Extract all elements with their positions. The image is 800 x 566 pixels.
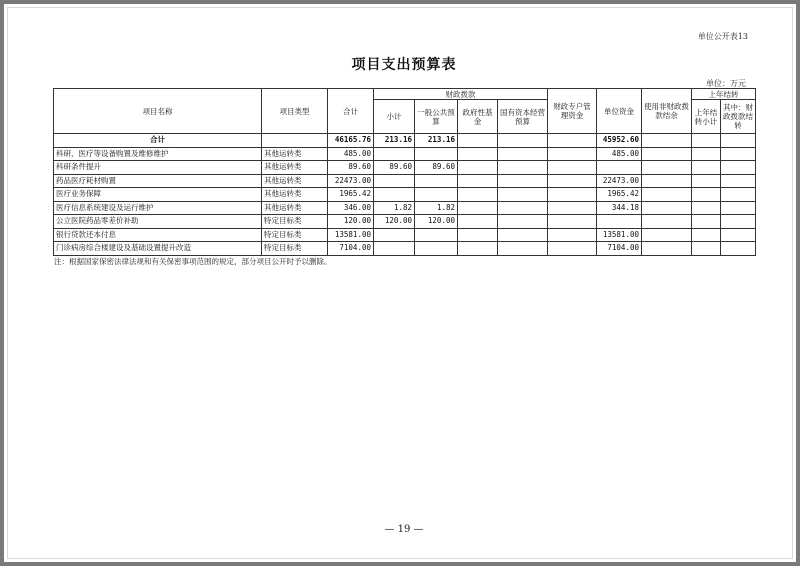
cell-type: 特定目标类 bbox=[262, 228, 328, 242]
cell-nonfiscal-balance bbox=[642, 161, 692, 175]
total-row bbox=[54, 134, 756, 148]
cell-carryover-fiscal bbox=[721, 174, 756, 188]
cell-carryover-subtotal bbox=[692, 201, 721, 215]
col-header-state-capital: 国有资本经营预算 bbox=[498, 100, 548, 134]
cell-state-capital bbox=[498, 174, 548, 188]
cell-general bbox=[415, 174, 458, 188]
total-label: 合计 bbox=[54, 134, 262, 148]
cell-nonfiscal-balance bbox=[642, 215, 692, 229]
table-row bbox=[54, 174, 756, 188]
cell-subtotal bbox=[374, 188, 415, 202]
cell-type: 其他运转类 bbox=[262, 188, 328, 202]
col-header-carryover-fiscal: 其中：财政拨款结转 bbox=[721, 100, 756, 134]
total-amount: 46165.76 bbox=[328, 134, 374, 148]
cell-name: 药品医疗耗材购置 bbox=[54, 174, 262, 188]
cell-carryover-fiscal bbox=[721, 228, 756, 242]
table-row bbox=[54, 242, 756, 256]
cell-unit-fund: 485.00 bbox=[597, 147, 642, 161]
col-header-name: 项目名称 bbox=[54, 89, 262, 134]
cell-unit-fund: 7104.00 bbox=[597, 242, 642, 256]
cell-nonfiscal-balance bbox=[642, 147, 692, 161]
table-row bbox=[54, 188, 756, 202]
col-header-gov-fund: 政府性基金 bbox=[458, 100, 498, 134]
footnote: 注：根据国家保密法律法规和有关保密事项范围的规定，部分项目公开时予以删除。 bbox=[54, 257, 332, 266]
cell-gov-fund bbox=[458, 201, 498, 215]
cell-unit-fund: 22473.00 bbox=[597, 174, 642, 188]
project-expenditure-table bbox=[53, 88, 756, 256]
cell-unit-fund bbox=[597, 215, 642, 229]
cell-general bbox=[415, 188, 458, 202]
cell-carryover-subtotal bbox=[692, 161, 721, 175]
cell-gov-fund bbox=[458, 161, 498, 175]
cell-general: 120.00 bbox=[415, 215, 458, 229]
table-row bbox=[54, 201, 756, 215]
cell-type: 其他运转类 bbox=[262, 201, 328, 215]
cell-name: 医疗业务保障 bbox=[54, 188, 262, 202]
cell-subtotal bbox=[374, 228, 415, 242]
cell-carryover-subtotal bbox=[692, 242, 721, 256]
cell-name: 银行贷款还本付息 bbox=[54, 228, 262, 242]
cell-carryover-fiscal bbox=[721, 201, 756, 215]
cell-total: 120.00 bbox=[328, 215, 374, 229]
cell-unit-fund: 344.18 bbox=[597, 201, 642, 215]
page-title: 项目支出预算表 bbox=[351, 57, 457, 73]
cell-special-fund bbox=[548, 147, 597, 161]
cell-special-fund bbox=[548, 201, 597, 215]
col-header-subtotal: 小计 bbox=[374, 100, 415, 134]
cell-carryover-subtotal bbox=[692, 174, 721, 188]
cell-special-fund bbox=[548, 188, 597, 202]
cell-nonfiscal-balance bbox=[642, 201, 692, 215]
total-general: 213.16 bbox=[415, 134, 458, 148]
cell-state-capital bbox=[498, 242, 548, 256]
cell-state-capital bbox=[498, 147, 548, 161]
cell-gov-fund bbox=[458, 188, 498, 202]
cell-name: 科研条件提升 bbox=[54, 161, 262, 175]
cell-state-capital bbox=[498, 201, 548, 215]
cell-total: 485.00 bbox=[328, 147, 374, 161]
total-subtotal: 213.16 bbox=[374, 134, 415, 148]
cell-carryover-fiscal bbox=[721, 147, 756, 161]
cell-subtotal: 89.60 bbox=[374, 161, 415, 175]
cell-carryover-fiscal bbox=[721, 242, 756, 256]
cell-subtotal: 1.82 bbox=[374, 201, 415, 215]
col-header-carryover-group: 上年结转 bbox=[692, 89, 756, 100]
unit-label: 单位：万元 bbox=[706, 79, 746, 88]
cell-carryover-fiscal bbox=[721, 188, 756, 202]
cell-name: 科研、医疗等设备购置及维修维护 bbox=[54, 147, 262, 161]
cell-general: 89.60 bbox=[415, 161, 458, 175]
col-header-type: 项目类型 bbox=[262, 89, 328, 134]
total-gov-fund bbox=[458, 134, 498, 148]
table-row bbox=[54, 215, 756, 229]
cell-type: 特定目标类 bbox=[262, 215, 328, 229]
col-header-total: 合计 bbox=[328, 89, 374, 134]
col-header-unit-fund: 单位资金 bbox=[597, 89, 642, 134]
cell-subtotal: 120.00 bbox=[374, 215, 415, 229]
col-header-special-fund: 财政专户管理资金 bbox=[548, 89, 597, 134]
cell-carryover-fiscal bbox=[721, 215, 756, 229]
cell-special-fund bbox=[548, 242, 597, 256]
cell-total: 89.60 bbox=[328, 161, 374, 175]
total-carryover-subtotal bbox=[692, 134, 721, 148]
cell-unit-fund: 1965.42 bbox=[597, 188, 642, 202]
page-number: — 19 — bbox=[384, 524, 424, 535]
cell-general bbox=[415, 228, 458, 242]
cell-carryover-subtotal bbox=[692, 215, 721, 229]
cell-state-capital bbox=[498, 161, 548, 175]
cell-carryover-subtotal bbox=[692, 147, 721, 161]
cell-special-fund bbox=[548, 215, 597, 229]
cell-general: 1.82 bbox=[415, 201, 458, 215]
col-header-carryover-subtotal: 上年结转小计 bbox=[692, 100, 721, 134]
cell-carryover-subtotal bbox=[692, 188, 721, 202]
cell-total: 1965.42 bbox=[328, 188, 374, 202]
cell-name: 门诊病房综合楼建设及基础设置提升改造 bbox=[54, 242, 262, 256]
cell-state-capital bbox=[498, 228, 548, 242]
cell-subtotal bbox=[374, 174, 415, 188]
cell-nonfiscal-balance bbox=[642, 188, 692, 202]
total-state-capital bbox=[498, 134, 548, 148]
table-row bbox=[54, 161, 756, 175]
cell-carryover-subtotal bbox=[692, 228, 721, 242]
col-header-fiscal-group: 财政拨款 bbox=[374, 89, 548, 100]
total-carryover-fiscal bbox=[721, 134, 756, 148]
cell-state-capital bbox=[498, 188, 548, 202]
cell-total: 22473.00 bbox=[328, 174, 374, 188]
cell-type: 其他运转类 bbox=[262, 174, 328, 188]
cell-gov-fund bbox=[458, 228, 498, 242]
total-unit-fund: 45952.60 bbox=[597, 134, 642, 148]
total-nonfiscal-balance bbox=[642, 134, 692, 148]
cell-special-fund bbox=[548, 228, 597, 242]
cell-gov-fund bbox=[458, 242, 498, 256]
cell-special-fund bbox=[548, 174, 597, 188]
cell-nonfiscal-balance bbox=[642, 174, 692, 188]
cell-total: 346.00 bbox=[328, 201, 374, 215]
cell-gov-fund bbox=[458, 174, 498, 188]
col-header-general: 一般公共预算 bbox=[415, 100, 458, 134]
cell-special-fund bbox=[548, 161, 597, 175]
total-type bbox=[262, 134, 328, 148]
cell-total: 13581.00 bbox=[328, 228, 374, 242]
cell-nonfiscal-balance bbox=[642, 228, 692, 242]
table-row bbox=[54, 228, 756, 242]
cell-unit-fund bbox=[597, 161, 642, 175]
cell-nonfiscal-balance bbox=[642, 242, 692, 256]
cell-type: 特定目标类 bbox=[262, 242, 328, 256]
cell-gov-fund bbox=[458, 147, 498, 161]
cell-state-capital bbox=[498, 215, 548, 229]
cell-unit-fund: 13581.00 bbox=[597, 228, 642, 242]
cell-type: 其他运转类 bbox=[262, 147, 328, 161]
cell-general bbox=[415, 242, 458, 256]
cell-name: 医疗信息系统建设及运行维护 bbox=[54, 201, 262, 215]
cell-general bbox=[415, 147, 458, 161]
total-special-fund bbox=[548, 134, 597, 148]
form-number: 单位公开表13 bbox=[697, 32, 748, 41]
cell-type: 其他运转类 bbox=[262, 161, 328, 175]
cell-carryover-fiscal bbox=[721, 161, 756, 175]
cell-gov-fund bbox=[458, 215, 498, 229]
cell-subtotal bbox=[374, 147, 415, 161]
cell-name: 公立医院药品零差价补助 bbox=[54, 215, 262, 229]
table-row bbox=[54, 147, 756, 161]
col-header-nonfiscal-balance: 使用非财政拨款结余 bbox=[642, 89, 692, 134]
cell-total: 7104.00 bbox=[328, 242, 374, 256]
cell-subtotal bbox=[374, 242, 415, 256]
